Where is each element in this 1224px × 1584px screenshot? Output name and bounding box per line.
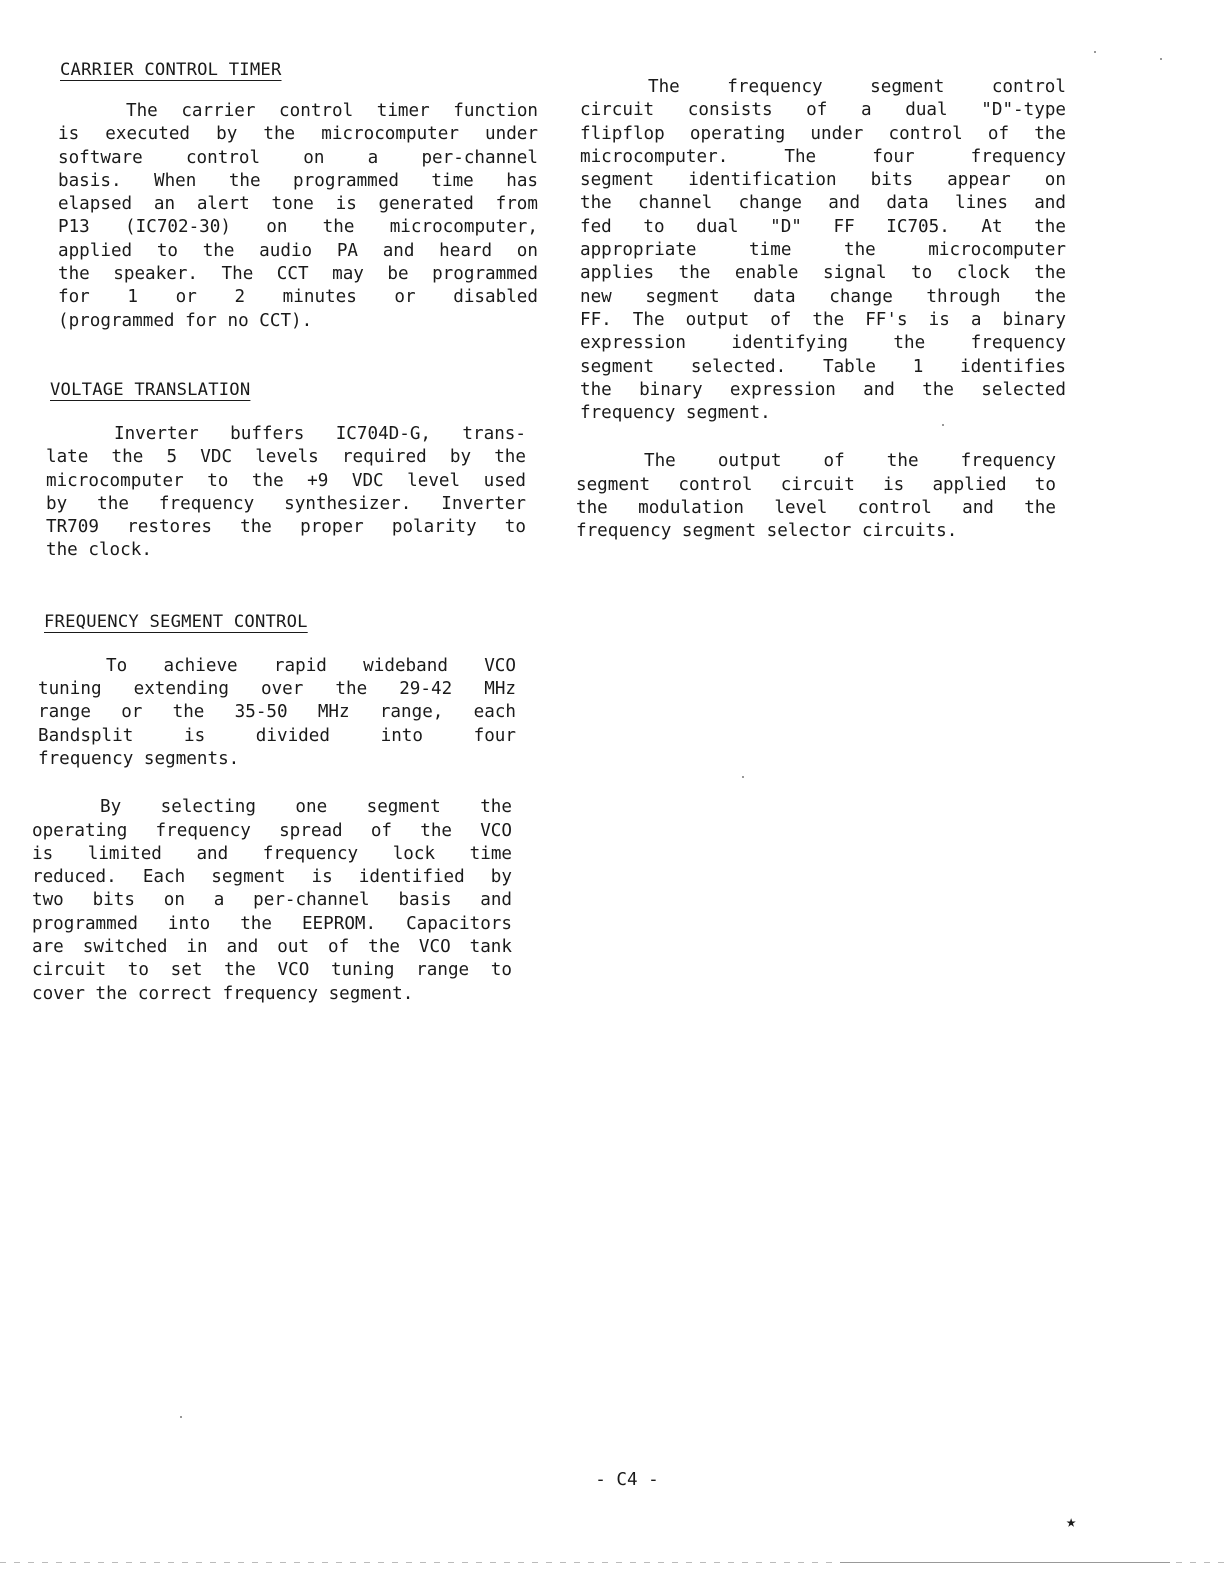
text-line: microcomputer. The four frequency (580, 146, 1066, 167)
text-line: are switched in and out of the VCO tank (32, 937, 512, 958)
text-line: P13 (IC702-30) on the microcomputer, (58, 217, 538, 238)
text-line: by the frequency synthesizer. Inverter (46, 493, 526, 514)
text-line: FF. The output of the FF's is a binary (580, 309, 1066, 330)
text-line: the clock. (46, 540, 152, 561)
text-line: the channel change and data lines and (580, 193, 1066, 214)
carrier-control-timer-section (44, 60, 538, 333)
text-line: is limited and frequency lock time (32, 843, 512, 864)
text-line: late the 5 VDC levels required by the (46, 447, 526, 468)
scan-speck (1160, 58, 1162, 60)
text-line: applied to the audio PA and heard on (58, 240, 538, 261)
text-line: the modulation level control and the (576, 498, 1056, 519)
segment-output-paragraph (576, 450, 1056, 543)
text-line: circuit consists of a dual "D"-type (580, 100, 1066, 121)
text-line: segment selected. Table 1 identifies (580, 356, 1066, 377)
text-line: Inverter buffers IC704D-G, trans- (114, 423, 526, 444)
text-line: By selecting one segment the (100, 797, 512, 818)
text-line: frequency segment. (580, 403, 771, 424)
text-line: expression identifying the frequency (580, 333, 1066, 354)
segment-circuit-paragraph (580, 76, 1066, 425)
text-line: appropriate time the microcomputer (580, 240, 1066, 261)
text-line: cover the correct frequency segment. (32, 983, 414, 1004)
text-line: tuning extending over the 29-42 MHz (38, 679, 516, 700)
voltage-translation-section (44, 333, 538, 563)
text-line: programmed into the EEPROM. Capacitors (32, 913, 512, 934)
frequency-segment-control-section (32, 563, 538, 1006)
text-line: two bits on a per-channel basis and (32, 890, 512, 911)
text-line: software control on a per-channel (58, 147, 538, 168)
text-line: circuit to set the VCO tuning range to (32, 960, 512, 981)
text-line: (programmed for no CCT). (58, 310, 313, 331)
text-line: To achieve rapid wideband VCO (106, 655, 516, 676)
frequency-segment-paragraph-2 (32, 796, 512, 1006)
section-heading-carrier-control-timer: CARRIER CONTROL TIMER (60, 60, 282, 80)
frequency-segment-paragraph-1 (38, 655, 516, 771)
text-line: TR709 restores the proper polarity to (46, 517, 526, 538)
text-line: Bandsplit is divided into four (38, 725, 516, 746)
text-line: frequency segments. (38, 748, 240, 769)
text-line: The frequency segment control (648, 77, 1066, 97)
left-column (32, 60, 538, 1006)
text-line: for 1 or 2 minutes or disabled (58, 287, 538, 308)
voltage-translation-paragraph (46, 423, 526, 563)
text-line: basis. When the programmed time has (58, 170, 538, 191)
scan-edge-line (840, 1562, 1170, 1563)
text-line: flipflop operating under control of the (580, 123, 1066, 144)
scan-speck (180, 1416, 182, 1418)
text-line: The carrier control timer function (126, 101, 538, 121)
text-line: range or the 35-50 MHz range, each (38, 702, 516, 723)
scan-speck (942, 424, 944, 426)
text-line: elapsed an alert tone is generated from (58, 194, 538, 215)
scan-speck (1094, 51, 1096, 53)
text-line: fed to dual "D" FF IC705. At the (580, 216, 1066, 237)
text-line: the speaker. The CCT may be programmed (58, 264, 538, 285)
text-line: segment control circuit is applied to (576, 474, 1056, 495)
star-mark: ★ (1066, 1512, 1077, 1532)
right-column (576, 76, 1066, 544)
text-line: segment identification bits appear on (580, 170, 1066, 191)
section-heading-frequency-segment-control: FREQUENCY SEGMENT CONTROL (44, 611, 308, 632)
scan-speck (742, 776, 744, 778)
carrier-control-timer-paragraph (58, 100, 538, 333)
text-line: operating frequency spread of the VCO (32, 820, 512, 841)
page-number: - C4 - (595, 1470, 659, 1490)
text-line: The output of the frequency (644, 451, 1056, 472)
text-line: the binary expression and the selected (580, 379, 1066, 400)
text-line: applies the enable signal to clock the (580, 263, 1066, 284)
text-line: reduced. Each segment is identified by (32, 867, 512, 888)
text-line: new segment data change through the (580, 286, 1066, 307)
text-line: microcomputer to the +9 VDC level used (46, 470, 526, 491)
text-line: is executed by the microcomputer under (58, 124, 538, 145)
section-heading-voltage-translation: VOLTAGE TRANSLATION (50, 379, 251, 400)
text-line: frequency segment selector circuits. (576, 521, 958, 542)
